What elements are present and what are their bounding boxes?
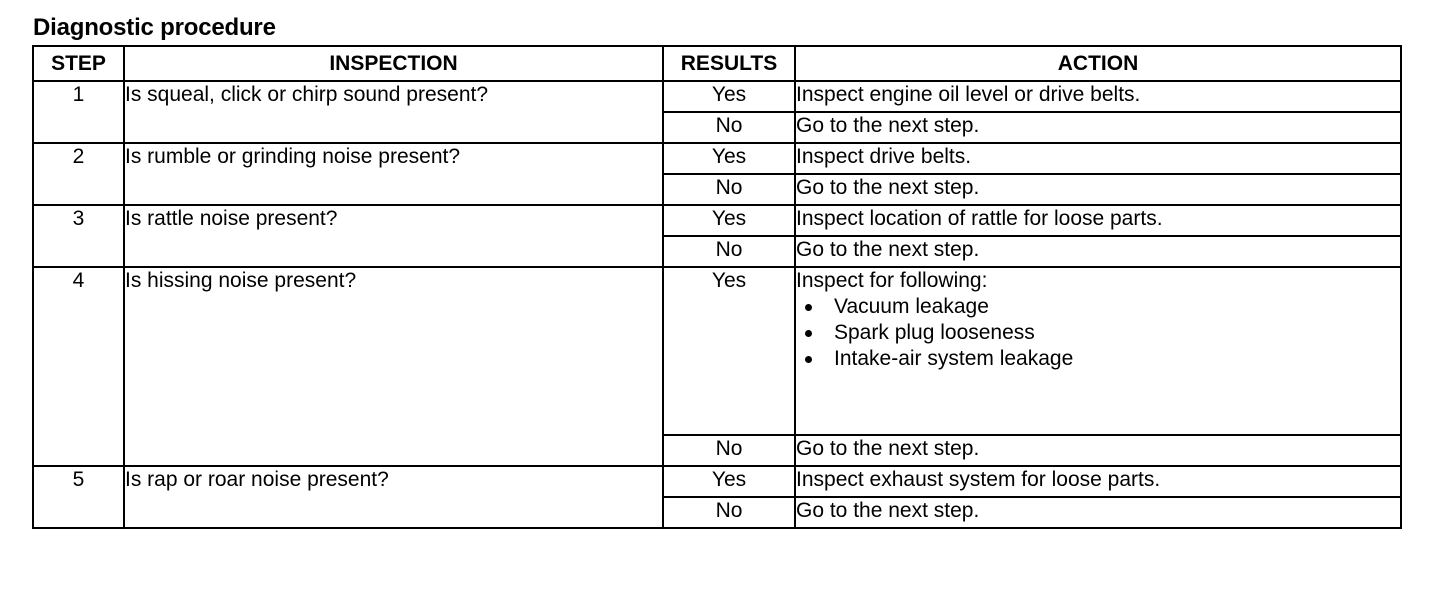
step-number: 3 xyxy=(33,205,124,267)
header-inspection: INSPECTION xyxy=(124,46,663,81)
inspection-text: Is hissing noise present? xyxy=(124,267,663,466)
action-no: Go to the next step. xyxy=(795,435,1401,466)
action-no: Go to the next step. xyxy=(795,236,1401,267)
action-yes: Inspect engine oil level or drive belts. xyxy=(795,81,1401,112)
list-item xyxy=(796,320,1400,346)
step-number: 4 xyxy=(33,267,124,466)
action-no: Go to the next step. xyxy=(795,174,1401,205)
action-yes xyxy=(795,267,1401,435)
header-results: RESULTS xyxy=(663,46,795,81)
list-item xyxy=(796,346,1400,372)
inspection-text: Is rattle noise present? xyxy=(124,205,663,267)
action-no: Go to the next step. xyxy=(795,112,1401,143)
inspection-text: Is squeal, click or chirp sound present? xyxy=(124,81,663,143)
action-intro: Inspect for following: xyxy=(796,269,988,292)
result-no: No xyxy=(663,174,795,205)
result-yes: Yes xyxy=(663,81,795,112)
table-row xyxy=(33,143,1401,174)
action-yes: Inspect location of rattle for loose parts. xyxy=(795,205,1401,236)
action-bullet-list xyxy=(796,294,1400,372)
result-yes: Yes xyxy=(663,205,795,236)
table-row xyxy=(33,466,1401,497)
result-yes: Yes xyxy=(663,267,795,435)
table-row xyxy=(33,205,1401,236)
action-yes: Inspect drive belts. xyxy=(795,143,1401,174)
step-number: 1 xyxy=(33,81,124,143)
step-number: 2 xyxy=(33,143,124,205)
header-action: ACTION xyxy=(795,46,1401,81)
bullet-icon xyxy=(805,356,812,363)
result-no: No xyxy=(663,236,795,267)
inspection-text: Is rumble or grinding noise present? xyxy=(124,143,663,205)
result-no: No xyxy=(663,435,795,466)
table-row xyxy=(33,267,1401,435)
table-row xyxy=(33,81,1401,112)
inspection-text: Is rap or roar noise present? xyxy=(124,466,663,528)
header-row xyxy=(33,46,1401,81)
result-yes: Yes xyxy=(663,143,795,174)
action-yes: Inspect exhaust system for loose parts. xyxy=(795,466,1401,497)
bullet-icon xyxy=(805,330,812,337)
list-item xyxy=(796,294,1400,320)
header-step: STEP xyxy=(33,46,124,81)
result-no: No xyxy=(663,497,795,528)
result-no: No xyxy=(663,112,795,143)
bullet-text: Intake-air system leakage xyxy=(834,347,1074,370)
bullet-icon xyxy=(805,304,812,311)
action-no: Go to the next step. xyxy=(795,497,1401,528)
diagnostic-table xyxy=(32,45,1402,529)
bullet-text: Spark plug looseness xyxy=(834,321,1035,344)
result-yes: Yes xyxy=(663,466,795,497)
step-number: 5 xyxy=(33,466,124,528)
bullet-text: Vacuum leakage xyxy=(834,295,989,318)
page-title: Diagnostic procedure xyxy=(33,14,276,41)
